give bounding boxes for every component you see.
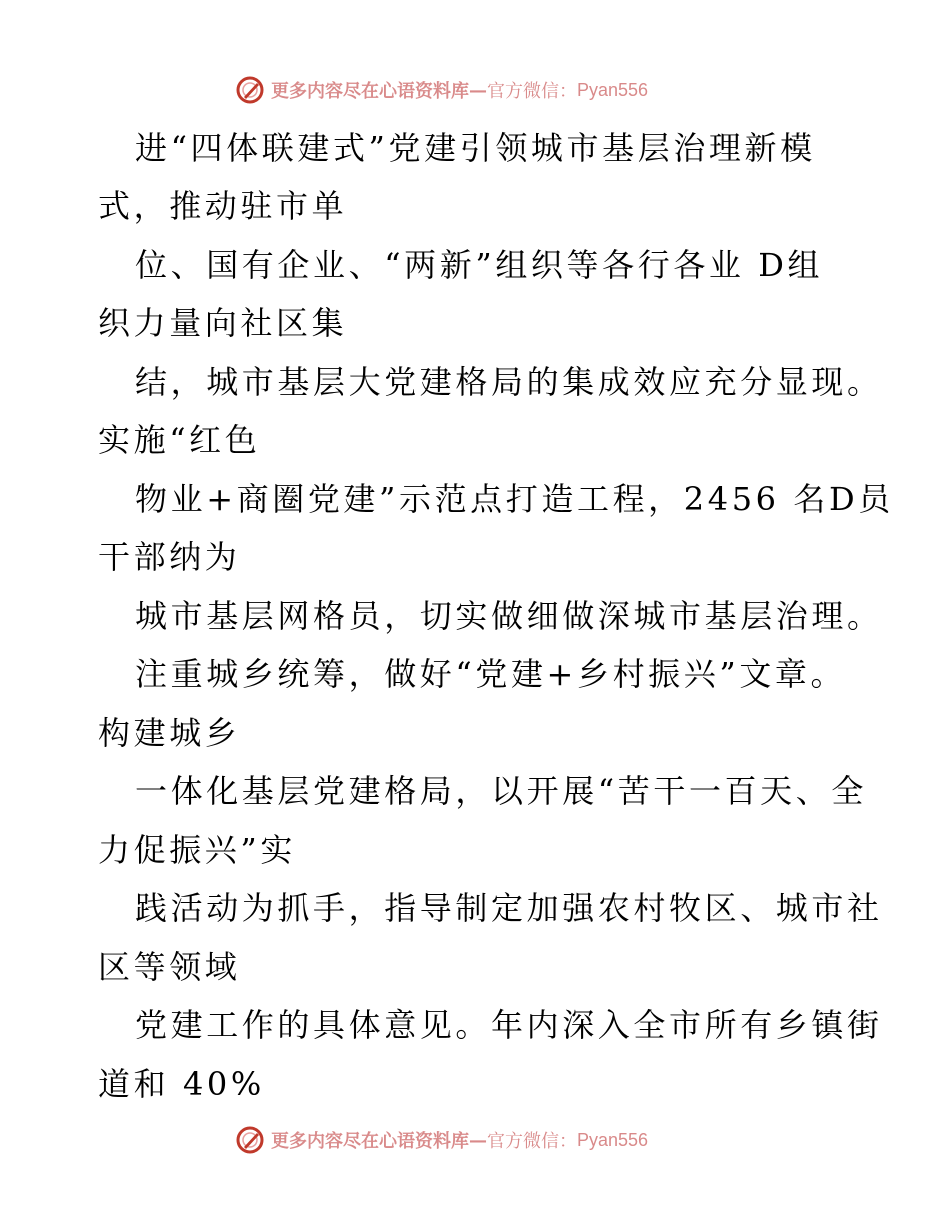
text-line: 织力量向社区集 (98, 304, 348, 342)
text-line: 物业+商圈党建”示范点打造工程，2456 名D员 (135, 480, 894, 518)
text-line: 进“四体联建式”党建引领城市基层治理新模 (135, 129, 816, 167)
text-line: 党建工作的具体意见。年内深入全市所有乡镇街 (135, 1006, 883, 1044)
text-line: 道和 40% (98, 1065, 265, 1103)
text-line: 结，城市基层大党建格局的集成效应充分显现。 (135, 363, 883, 401)
watermark-logo-icon (235, 75, 265, 105)
header-watermark (235, 73, 648, 107)
text-line: 干部纳为 (98, 538, 241, 576)
watermark-main-text: 更多内容尽在心语资料库 (271, 1131, 469, 1152)
text-line: 区等领域 (98, 948, 241, 986)
watermark-sub-text: 官方微信： (487, 1131, 577, 1152)
text-line: 实施“红色 (98, 421, 261, 459)
text-line: 式，推动驻市单 (98, 187, 348, 225)
watermark-id: Pyan556 (577, 79, 649, 100)
text-line: 践活动为抓手，指导制定加强农村牧区、城市社 (135, 889, 883, 927)
watermark-logo-icon (235, 1125, 265, 1155)
text-line: 注重城乡统筹，做好“党建+乡村振兴”文章。 (135, 655, 847, 693)
watermark-sub-text: 官方微信： (487, 81, 577, 102)
watermark-main-text: 更多内容尽在心语资料库 (271, 81, 469, 102)
footer-watermark (235, 1123, 648, 1157)
watermark-separator: — (469, 1129, 487, 1151)
text-line: 构建城乡 (98, 714, 241, 752)
text-line: 一体化基层党建格局，以开展“苦干一百天、全 (135, 772, 867, 810)
text-line: 位、国有企业、“两新”组织等各行各业 D组 (135, 246, 824, 284)
text-line: 城市基层网格员，切实做细做深城市基层治理。 (135, 597, 883, 635)
text-line: 力促振兴”实 (98, 831, 296, 869)
watermark-id: Pyan556 (577, 1129, 649, 1150)
watermark-separator: — (469, 79, 487, 101)
